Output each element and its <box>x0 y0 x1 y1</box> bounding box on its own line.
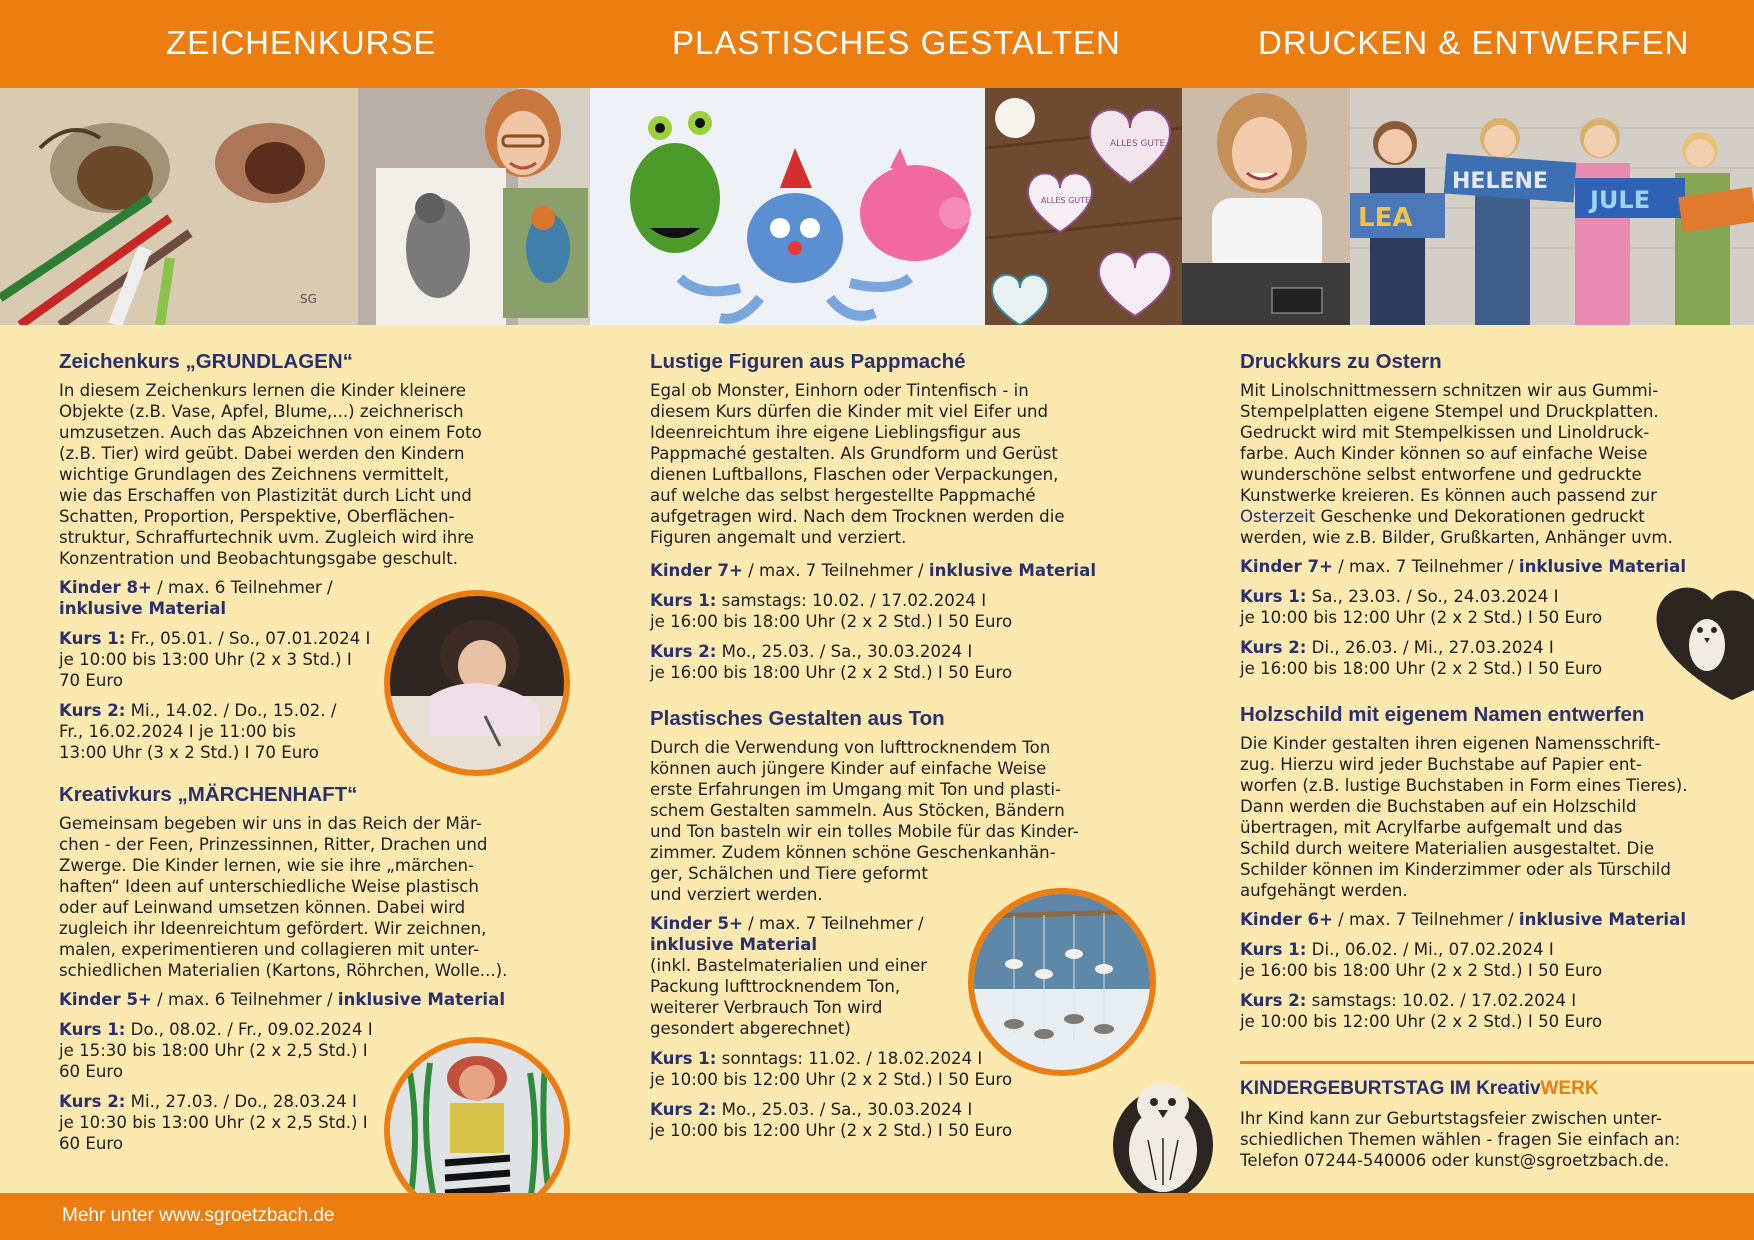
name-board-helene: HELENE <box>1452 169 1548 194</box>
participants: / max. 7 Teilnehmer / <box>742 561 929 580</box>
section-title-zeichenkurse: ZEICHENKURSE <box>166 24 437 61</box>
photo-circle-fish-mobile <box>968 888 1156 1076</box>
section-divider <box>1240 1061 1754 1064</box>
kurs-price: 70 Euro <box>59 671 124 690</box>
kurs-label: Kurs 2: <box>59 701 126 720</box>
text-line: umzusetzen. Auch das Abzeichnen von einem Foto <box>59 423 482 442</box>
text-line: Mit Linolschnittmessern schnitzen wir aus Gummi- <box>1240 381 1659 400</box>
participants: / max. 7 Teilnehmer / <box>1332 910 1519 929</box>
header-bar <box>0 0 1754 88</box>
kurs-label: Kurs 2: <box>650 1100 717 1119</box>
photo-strip <box>0 88 1754 325</box>
kurs-dates: Do., 08.02. / Fr., 09.02.2024 I <box>125 1020 373 1039</box>
text-line: übertragen, mit Acrylfarbe aufgemalt und das <box>1240 818 1623 837</box>
painting-signature: SG <box>300 292 317 306</box>
birthday-title <box>1240 1078 1740 1100</box>
text-line: farbe. Auch Kinder können so auf einfache Weise <box>1240 444 1648 463</box>
text-line: (z.B. Tier) wird geübt. Dabei werden den Kindern <box>59 444 465 463</box>
kurs-label: Kurs 1: <box>1240 940 1307 959</box>
kurs-label: Kurs 2: <box>1240 638 1307 657</box>
text-line: malen, experimentieren und collagieren mit unter- <box>59 940 480 959</box>
text-line: und verziert werden. <box>650 885 823 904</box>
kurs-2 <box>650 1099 1132 1141</box>
participants: / max. 6 Teilnehmer / <box>151 578 333 597</box>
birthday-text <box>1240 1108 1740 1171</box>
kurs-dates: sonntags: 11.02. / 18.02.2024 I <box>716 1049 983 1068</box>
course-meta <box>59 989 551 1010</box>
linocut-penguin-icon <box>1108 1070 1218 1193</box>
text-line: können auch jüngere Kinder auf einfache Weise <box>650 759 1047 778</box>
material-label: inklusive Material <box>928 561 1097 580</box>
text-line: Egal ob Monster, Einhorn oder Tintenfisch - in <box>650 381 1029 400</box>
kurs-times: je 10:30 bis 13:00 Uhr (2 x 2,5 Std.) I <box>59 1113 368 1132</box>
text-line: Gemeinsam begeben wir uns in das Reich der Mär- <box>59 814 482 833</box>
course-description <box>1240 733 1720 901</box>
participants: / max. 6 Teilnehmer / <box>151 990 338 1009</box>
text-line: oder auf Leinwand umsetzen können. Dabei wird <box>59 898 466 917</box>
kurs-dates: samstags: 10.02. / 17.02.2024 I <box>716 591 987 610</box>
material-label: inklusive Material <box>1518 557 1687 576</box>
kurs-label: Kurs 1: <box>59 1020 126 1039</box>
course-description <box>650 737 1132 905</box>
text-line: Packung lufttrocknendem Ton, <box>650 977 901 996</box>
kurs-label: Kurs 2: <box>650 642 717 661</box>
text-line: struktur, Schraffurtechnik uvm. Zugleich wird ihre <box>59 528 474 547</box>
material-label: inklusive Material <box>1518 910 1687 929</box>
course-title: Plastisches Gestalten aus Ton <box>650 707 945 730</box>
text-line: aufgetragen wird. Nach dem Trocknen werden die <box>650 507 1065 526</box>
course-holzschild <box>1240 703 1720 1032</box>
text-line: Zwerge. Die Kinder lernen, wie sie ihre „märchen- <box>59 856 475 875</box>
text-line: chen - der Feen, Prinzessinnen, Ritter, Drachen und <box>59 835 488 854</box>
course-meta <box>1240 909 1720 930</box>
course-druckkurs <box>1240 350 1720 679</box>
course-description <box>650 380 1132 548</box>
kurs-times: je 10:00 bis 12:00 Uhr (2 x 2 Std.) I 50 Euro <box>650 1121 1013 1140</box>
text-line: wichtige Grundlagen des Zeichnens vermittelt, <box>59 465 450 484</box>
kurs-times: je 16:00 bis 18:00 Uhr (2 x 2 Std.) I 50 Euro <box>1240 659 1603 678</box>
photo-kids-name-boards <box>1350 88 1754 325</box>
text-line: Die Kinder gestalten ihren eigenen Namensschrift- <box>1240 734 1661 753</box>
text-line: dienen Luftballons, Flaschen oder Verpackungen, <box>650 465 1059 484</box>
kurs-dates: Mi., 14.02. / Do., 15.02. / <box>125 701 337 720</box>
kurs-label: Kurs 1: <box>59 629 126 648</box>
course-description <box>59 813 551 981</box>
text-line: ger, Schälchen und Tiere geformt <box>650 864 928 883</box>
age-label: Kinder 8+ <box>59 578 152 597</box>
text-line: wunderschöne selbst entworfene und gedruckte <box>1240 465 1642 484</box>
kurs-2 <box>1240 990 1720 1032</box>
course-title: Kreativkurs „MÄRCHENHAFT“ <box>59 783 358 806</box>
material-label: inklusive Material <box>59 599 227 618</box>
kurs-label: Kurs 1: <box>1240 587 1307 606</box>
text-line: (inkl. Bastelmaterialien und einer <box>650 956 927 975</box>
participants: / max. 7 Teilnehmer / <box>1332 557 1519 576</box>
course-title: Holzschild mit eigenem Namen entwerfen <box>1240 703 1645 726</box>
osterzeit-highlight: Osterzeit <box>1240 507 1316 526</box>
text-line: wie das Erschaffen von Plastizität durch Licht und <box>59 486 472 505</box>
text-fragment: Geschenke und Dekorationen gedruckt <box>1315 507 1645 526</box>
material-label: inklusive Material <box>337 990 506 1009</box>
name-board-lea: LEA <box>1358 203 1413 233</box>
kurs-label: Kurs 1: <box>650 1049 717 1068</box>
text-line: Pappmaché gestalten. Als Grundform und Gerüst <box>650 444 1058 463</box>
text-line: und Ton basteln wir ein tolles Mobile für das Kinder- <box>650 822 1079 841</box>
kurs-price: 60 Euro <box>59 1062 124 1081</box>
course-meta <box>1240 556 1720 577</box>
age-label: Kinder 6+ <box>1240 910 1333 929</box>
text-line: Objekte (z.B. Vase, Apfel, Blume,...) zeichnerisch <box>59 402 464 421</box>
course-title: Zeichenkurs „GRUNDLAGEN“ <box>59 350 353 373</box>
text-line <box>1240 506 1720 527</box>
course-description <box>1240 380 1720 548</box>
name-board-jule: JULE <box>1590 186 1651 214</box>
text-line: werden, wie z.B. Bilder, Grußkarten, Anhänger uvm. <box>1240 528 1673 547</box>
kurs-dates: Mi., 27.03. / Do., 28.03.24 I <box>125 1092 357 1111</box>
text-line: diesem Kurs dürfen die Kinder mit viel Eifer und <box>650 402 1049 421</box>
text-line: zug. Hierzu wird jeder Buchstabe auf Papier ent- <box>1240 755 1642 774</box>
kurs-times: je 15:30 bis 18:00 Uhr (2 x 2,5 Std.) I <box>59 1041 368 1060</box>
kurs-label: Kurs 2: <box>59 1092 126 1111</box>
text-line: gesondert abgerechnet) <box>650 1019 851 1038</box>
photo-circle-girl-drawing <box>384 590 570 776</box>
kurs-times: je 10:00 bis 12:00 Uhr (2 x 2 Std.) I 50 Euro <box>1240 608 1603 627</box>
course-description <box>59 380 551 569</box>
column-drucken-entwerfen <box>1240 350 1720 1032</box>
kurs-1 <box>650 590 1132 632</box>
text-line: Konzentration und Beobachtungsgabe geschult. <box>59 549 459 568</box>
text-line: Schatten, Proportion, Perspektive, Oberflächen- <box>59 507 455 526</box>
text-line: auf welche das selbst hergestellte Pappmaché <box>650 486 1036 505</box>
text-line: weiterer Verbrauch Ton wird <box>650 998 883 1017</box>
text-line: schiedlichen Themen wählen - fragen Sie einfach an: <box>1240 1130 1681 1149</box>
kurs-2 <box>1240 637 1720 679</box>
age-label: Kinder 5+ <box>650 914 743 933</box>
text-line: Dann werden die Buchstaben auf ein Holzschild <box>1240 797 1637 816</box>
kurs-dates: Di., 06.02. / Mi., 07.02.2024 I <box>1306 940 1554 959</box>
heart-text-1: ALLES GUTE <box>1110 139 1166 149</box>
photo-chestnut-painting <box>0 88 358 325</box>
text-line: worfen (z.B. lustige Buchstaben in Form eines Tieres). <box>1240 776 1688 795</box>
kurs-dates: Di., 26.03. / Mi., 27.03.2024 I <box>1306 638 1554 657</box>
course-meta <box>650 560 1132 581</box>
kurs-dates: Mo., 25.03. / Sa., 30.03.2024 I <box>716 1100 973 1119</box>
text-line: Schild durch weitere Materialien ausgestaltet. Die <box>1240 839 1655 858</box>
course-title: Druckkurs zu Ostern <box>1240 350 1442 373</box>
age-label: Kinder 7+ <box>650 561 743 580</box>
kurs-times: je 10:00 bis 12:00 Uhr (2 x 2 Std.) I 50 Euro <box>650 1070 1013 1089</box>
kurs-price: 60 Euro <box>59 1134 124 1153</box>
text-line: haften“ Ideen auf unterschiedliche Weise plastisch <box>59 877 479 896</box>
age-label: Kinder 7+ <box>1240 557 1333 576</box>
text-line: In diesem Zeichenkurs lernen die Kinder kleinere <box>59 381 467 400</box>
course-title: Lustige Figuren aus Pappmaché <box>650 350 966 373</box>
kurs-times: je 16:00 bis 18:00 Uhr (2 x 2 Std.) I 50 Euro <box>650 663 1013 682</box>
kurs-times: je 16:00 bis 18:00 Uhr (2 x 2 Std.) I 50 Euro <box>650 612 1013 631</box>
birthday-title-main: KINDERGEBURTSTAG IM Kreativ <box>1240 1078 1541 1099</box>
kurs-times: Fr., 16.02.2024 I je 11:00 bis <box>59 722 296 741</box>
linocut-heart-penguin-icon <box>1652 580 1754 700</box>
kurs-times: je 10:00 bis 13:00 Uhr (2 x 3 Std.) I <box>59 650 352 669</box>
text-line: zugleich ihr Ideenreichtum gefördert. Wir zeichnen, <box>59 919 487 938</box>
photo-papiermache-figures <box>590 88 985 325</box>
photo-girl-printing <box>1182 88 1350 325</box>
course-pappmache <box>650 350 1132 683</box>
kurs-label: Kurs 1: <box>650 591 717 610</box>
kurs-dates: Fr., 05.01. / So., 07.01.2024 I <box>125 629 371 648</box>
kurs-1 <box>1240 939 1720 981</box>
text-line: Gedruckt wird mit Stempelkissen und Linoldruck- <box>1240 423 1650 442</box>
text-line: erste Erfahrungen im Umgang mit Ton und plasti- <box>650 780 1061 799</box>
text-line: zimmer. Zudem können schöne Geschenkanhän- <box>650 843 1056 862</box>
footer-website-link[interactable]: Mehr unter www.sgroetzbach.de <box>62 1205 335 1226</box>
kurs-dates: Mo., 25.03. / Sa., 30.03.2024 I <box>716 642 973 661</box>
kurs-dates: samstags: 10.02. / 17.02.2024 I <box>1306 991 1577 1010</box>
participants: / max. 7 Teilnehmer / <box>742 914 924 933</box>
birthday-section <box>1240 1078 1740 1171</box>
heart-text-2: ALLES GUTE <box>1041 196 1091 205</box>
kurs-times: je 10:00 bis 12:00 Uhr (2 x 2 Std.) I 50 Euro <box>1240 1012 1603 1031</box>
footer-bar <box>0 1193 1754 1240</box>
kurs-times: je 16:00 bis 18:00 Uhr (2 x 2 Std.) I 50 Euro <box>1240 961 1603 980</box>
text-line: Durch die Verwendung von lufttrocknendem Ton <box>650 738 1051 757</box>
text-line: schiedlichen Materialien (Kartons, Röhrchen, Wolle...). <box>59 961 508 980</box>
kurs-1 <box>1240 586 1720 628</box>
text-line: Telefon 07244-540006 oder kunst@sgroetzbach.de. <box>1240 1151 1670 1170</box>
photo-clay-hearts <box>985 88 1182 325</box>
text-line: Kunstwerke kreieren. Es können auch passend zur <box>1240 486 1657 505</box>
kurs-price: 13:00 Uhr (3 x 2 Std.) I 70 Euro <box>59 743 319 762</box>
kurs-label: Kurs 2: <box>1240 991 1307 1010</box>
section-title-drucken-entwerfen: DRUCKEN & ENTWERFEN <box>1258 24 1690 61</box>
text-line: aufgehängt werden. <box>1240 881 1408 900</box>
text-line: Stempelplatten eigene Stempel und Druckplatten. <box>1240 402 1659 421</box>
section-title-plastisches-gestalten: PLASTISCHES GESTALTEN <box>672 24 1121 61</box>
kurs-dates: Sa., 23.03. / So., 24.03.2024 I <box>1306 587 1559 606</box>
age-label: Kinder 5+ <box>59 990 152 1009</box>
birthday-title-werk: WERK <box>1540 1078 1599 1099</box>
text-line: Ihr Kind kann zur Geburtstagsfeier zwischen unter- <box>1240 1109 1663 1128</box>
photo-girl-kingfisher <box>358 88 590 325</box>
text-line: Figuren angemalt und verziert. <box>650 528 907 547</box>
text-line: Ideenreichtum ihre eigene Lieblingsfigur aus <box>650 423 1021 442</box>
kurs-2 <box>650 641 1132 683</box>
text-line: Schilder können im Kinderzimmer oder als Türschild <box>1240 860 1671 879</box>
text-line: schem Gestalten sammeln. Aus Stöcken, Bändern <box>650 801 1065 820</box>
material-label: inklusive Material <box>650 935 818 954</box>
